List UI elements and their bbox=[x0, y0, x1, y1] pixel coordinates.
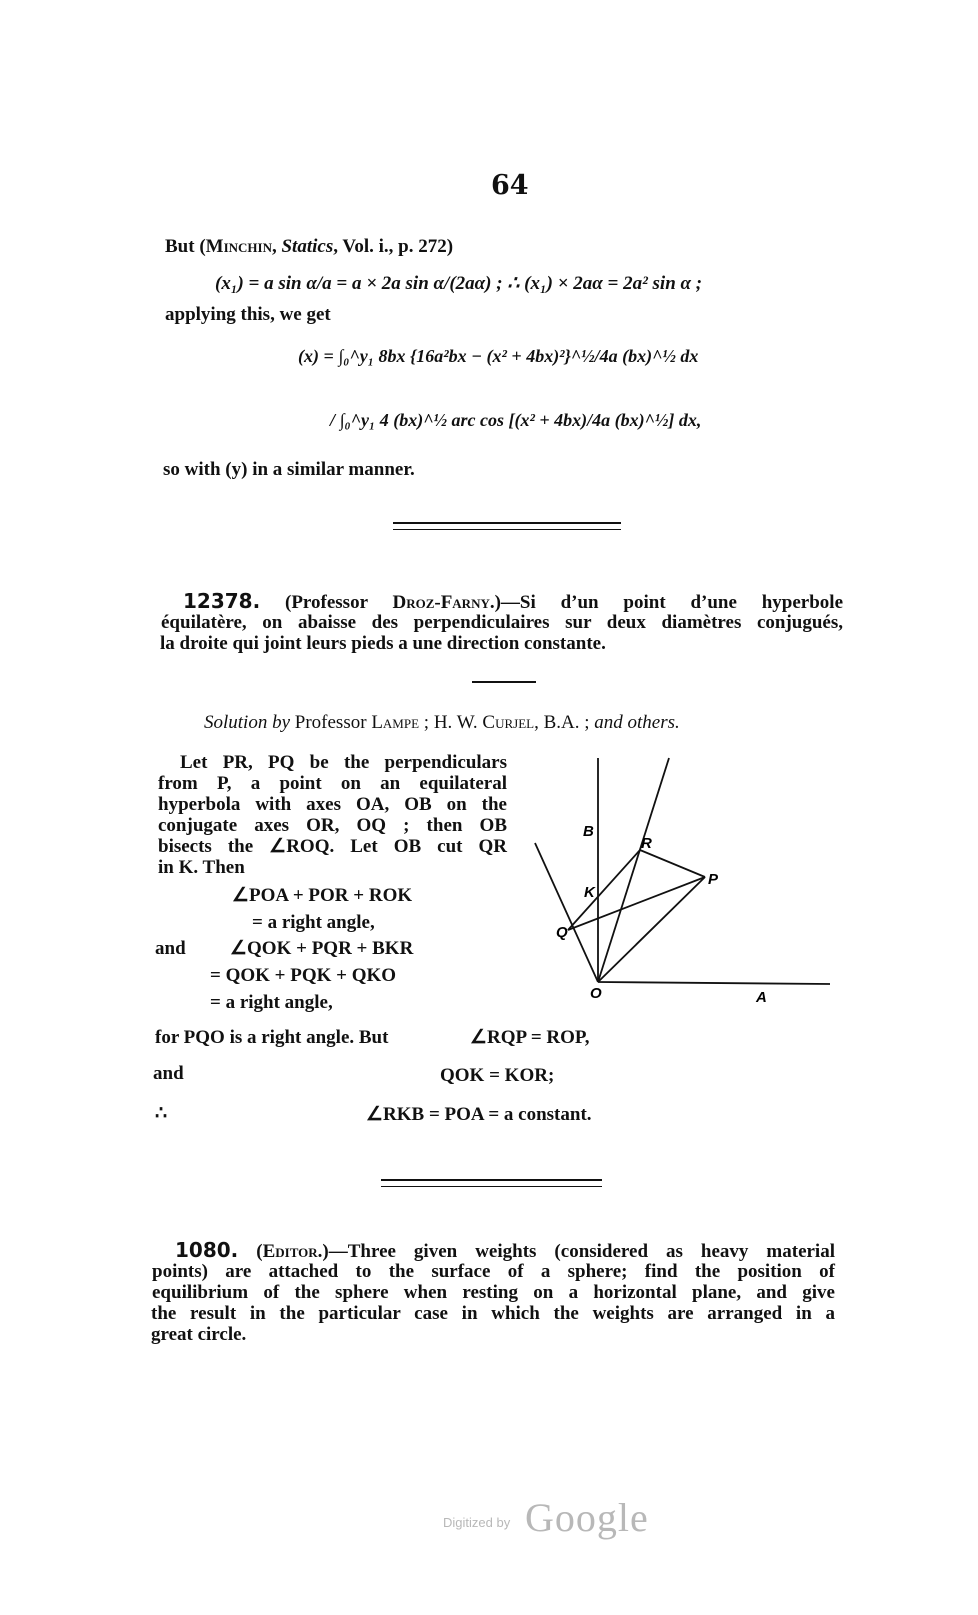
label-r: R bbox=[641, 835, 652, 852]
solution-line-5: bisects the ∠ROQ. Let OB cut QR bbox=[158, 836, 507, 857]
equation-rqp: ∠RQP = ROP, bbox=[470, 1027, 590, 1048]
problem-1080-line-5: great circle. bbox=[151, 1324, 247, 1345]
problem-1080-author: Editor bbox=[262, 1241, 318, 1262]
solver-degree: , B.A. ; bbox=[534, 712, 590, 733]
citation-separator: , bbox=[271, 236, 282, 257]
line-qr bbox=[568, 850, 640, 930]
applying-line: applying this, we get bbox=[165, 304, 331, 325]
line-oq bbox=[535, 843, 598, 982]
citation-prefix: But ( bbox=[165, 236, 206, 257]
section-divider-2-top bbox=[381, 1179, 602, 1181]
equation-integral-2: / ∫₀^y₁ 4 (bx)^½ arc cos [(x² + 4bx)/4a (bx)^½] dx, bbox=[330, 410, 702, 430]
problem-text-start: .)—Si d’un point d’une hyperbole bbox=[489, 592, 843, 613]
solver-separator: ; H. W. bbox=[419, 712, 483, 733]
solution-line-1: Let PR, PQ be the perpendiculars bbox=[180, 752, 507, 773]
equation-conclusion: ∠RKB = POA = a constant. bbox=[366, 1104, 592, 1125]
citation-line bbox=[165, 236, 453, 257]
label-p: P bbox=[708, 871, 719, 888]
page-number: 64 bbox=[491, 170, 529, 201]
label-k: K bbox=[584, 884, 595, 901]
problem-1080-line-2: points) are attached to the surface of a sphere; find the position of bbox=[152, 1261, 835, 1282]
and-label-1: and bbox=[155, 938, 186, 959]
for-pqo-line: for PQO is a right angle. But bbox=[155, 1027, 389, 1048]
author-prefix-1080: ( bbox=[256, 1241, 263, 1262]
problem-1080-line-4: the result in the particular case in which the weights are arranged in a bbox=[151, 1303, 835, 1324]
citation-suffix: , Vol. i., p. 272) bbox=[333, 236, 454, 257]
solver-others: and others. bbox=[594, 712, 680, 733]
solution-line-2: from P, a point on an equilateral bbox=[158, 773, 507, 794]
section-divider-bottom bbox=[393, 529, 621, 530]
label-q: Q bbox=[556, 924, 568, 941]
label-b: B bbox=[583, 823, 594, 840]
solution-line-6: in K. Then bbox=[158, 857, 245, 878]
equation-x1: (x₁) = a sin α/a = a × 2a sin α/(2aα) ; ∴ (x₁) × 2aα = 2a² sin α ; bbox=[215, 273, 703, 294]
problem-number: 12378. bbox=[183, 589, 261, 613]
solution-by-label: Solution by bbox=[204, 712, 291, 733]
section-divider-top bbox=[393, 522, 621, 524]
hyperbola-figure bbox=[520, 740, 840, 1020]
solution-divider bbox=[472, 681, 536, 683]
solution-title: Professor bbox=[294, 712, 372, 733]
problem-author: Droz-Farny bbox=[392, 592, 490, 613]
problem-12378-line-1 bbox=[183, 591, 843, 613]
axis-oa bbox=[598, 982, 830, 984]
equation-right-angle-1: = a right angle, bbox=[252, 912, 375, 933]
section-divider-2-bottom bbox=[381, 1186, 602, 1187]
equation-integral-1: (x) = ∫₀^y₁ 8bx {16a²bx − (x² + 4bx)²}^½/4a (bx)^½ dx bbox=[298, 346, 699, 366]
problem-1080-line-1 bbox=[175, 1240, 835, 1262]
and-label-2: and bbox=[153, 1063, 184, 1084]
problem-1080-number: 1080. bbox=[175, 1238, 239, 1262]
label-a: A bbox=[756, 989, 767, 1006]
line-pr bbox=[640, 850, 705, 877]
author-prefix: (Professor bbox=[285, 592, 393, 613]
equation-right-angle-2: = a right angle, bbox=[210, 992, 333, 1013]
similar-manner-line: so with (y) in a similar manner. bbox=[163, 459, 415, 480]
problem-1080-line-3: equilibrium of the sphere when resting on a horizontal plane, and give bbox=[152, 1282, 835, 1303]
digitized-by-label: Digitized by bbox=[443, 1515, 511, 1530]
solution-line-4: conjugate axes OR, OQ ; then OB bbox=[158, 815, 507, 836]
solution-heading bbox=[204, 712, 680, 733]
equation-qok: ∠QOK + PQR + BKR bbox=[230, 938, 414, 959]
problem-12378-line-3: la droite qui joint leurs pieds a une direction constante. bbox=[160, 633, 606, 654]
equation-qok-sum: = QOK + PQK + QKO bbox=[210, 965, 397, 986]
label-o: O bbox=[590, 985, 602, 1002]
problem-12378-line-2: équilatère, on abaisse des perpendiculaires sur deux diamètres conjugués, bbox=[161, 612, 843, 633]
citation-author: Minchin bbox=[205, 236, 272, 257]
therefore-symbol: ∴ bbox=[155, 1103, 168, 1124]
equation-poa: ∠POA + POR + ROK bbox=[232, 885, 413, 906]
solver-name-2: Curjel bbox=[482, 712, 535, 733]
solution-line-3: hyperbola with axes OA, OB on the bbox=[158, 794, 507, 815]
citation-book: Statics bbox=[281, 236, 334, 257]
solver-name-1: Lampe bbox=[371, 712, 420, 733]
problem-1080-text-start: .)—Three given weights (considered as heavy material bbox=[317, 1241, 835, 1262]
equation-qok-kor: QOK = KOR; bbox=[440, 1065, 555, 1086]
google-logo: Google bbox=[525, 1495, 649, 1540]
